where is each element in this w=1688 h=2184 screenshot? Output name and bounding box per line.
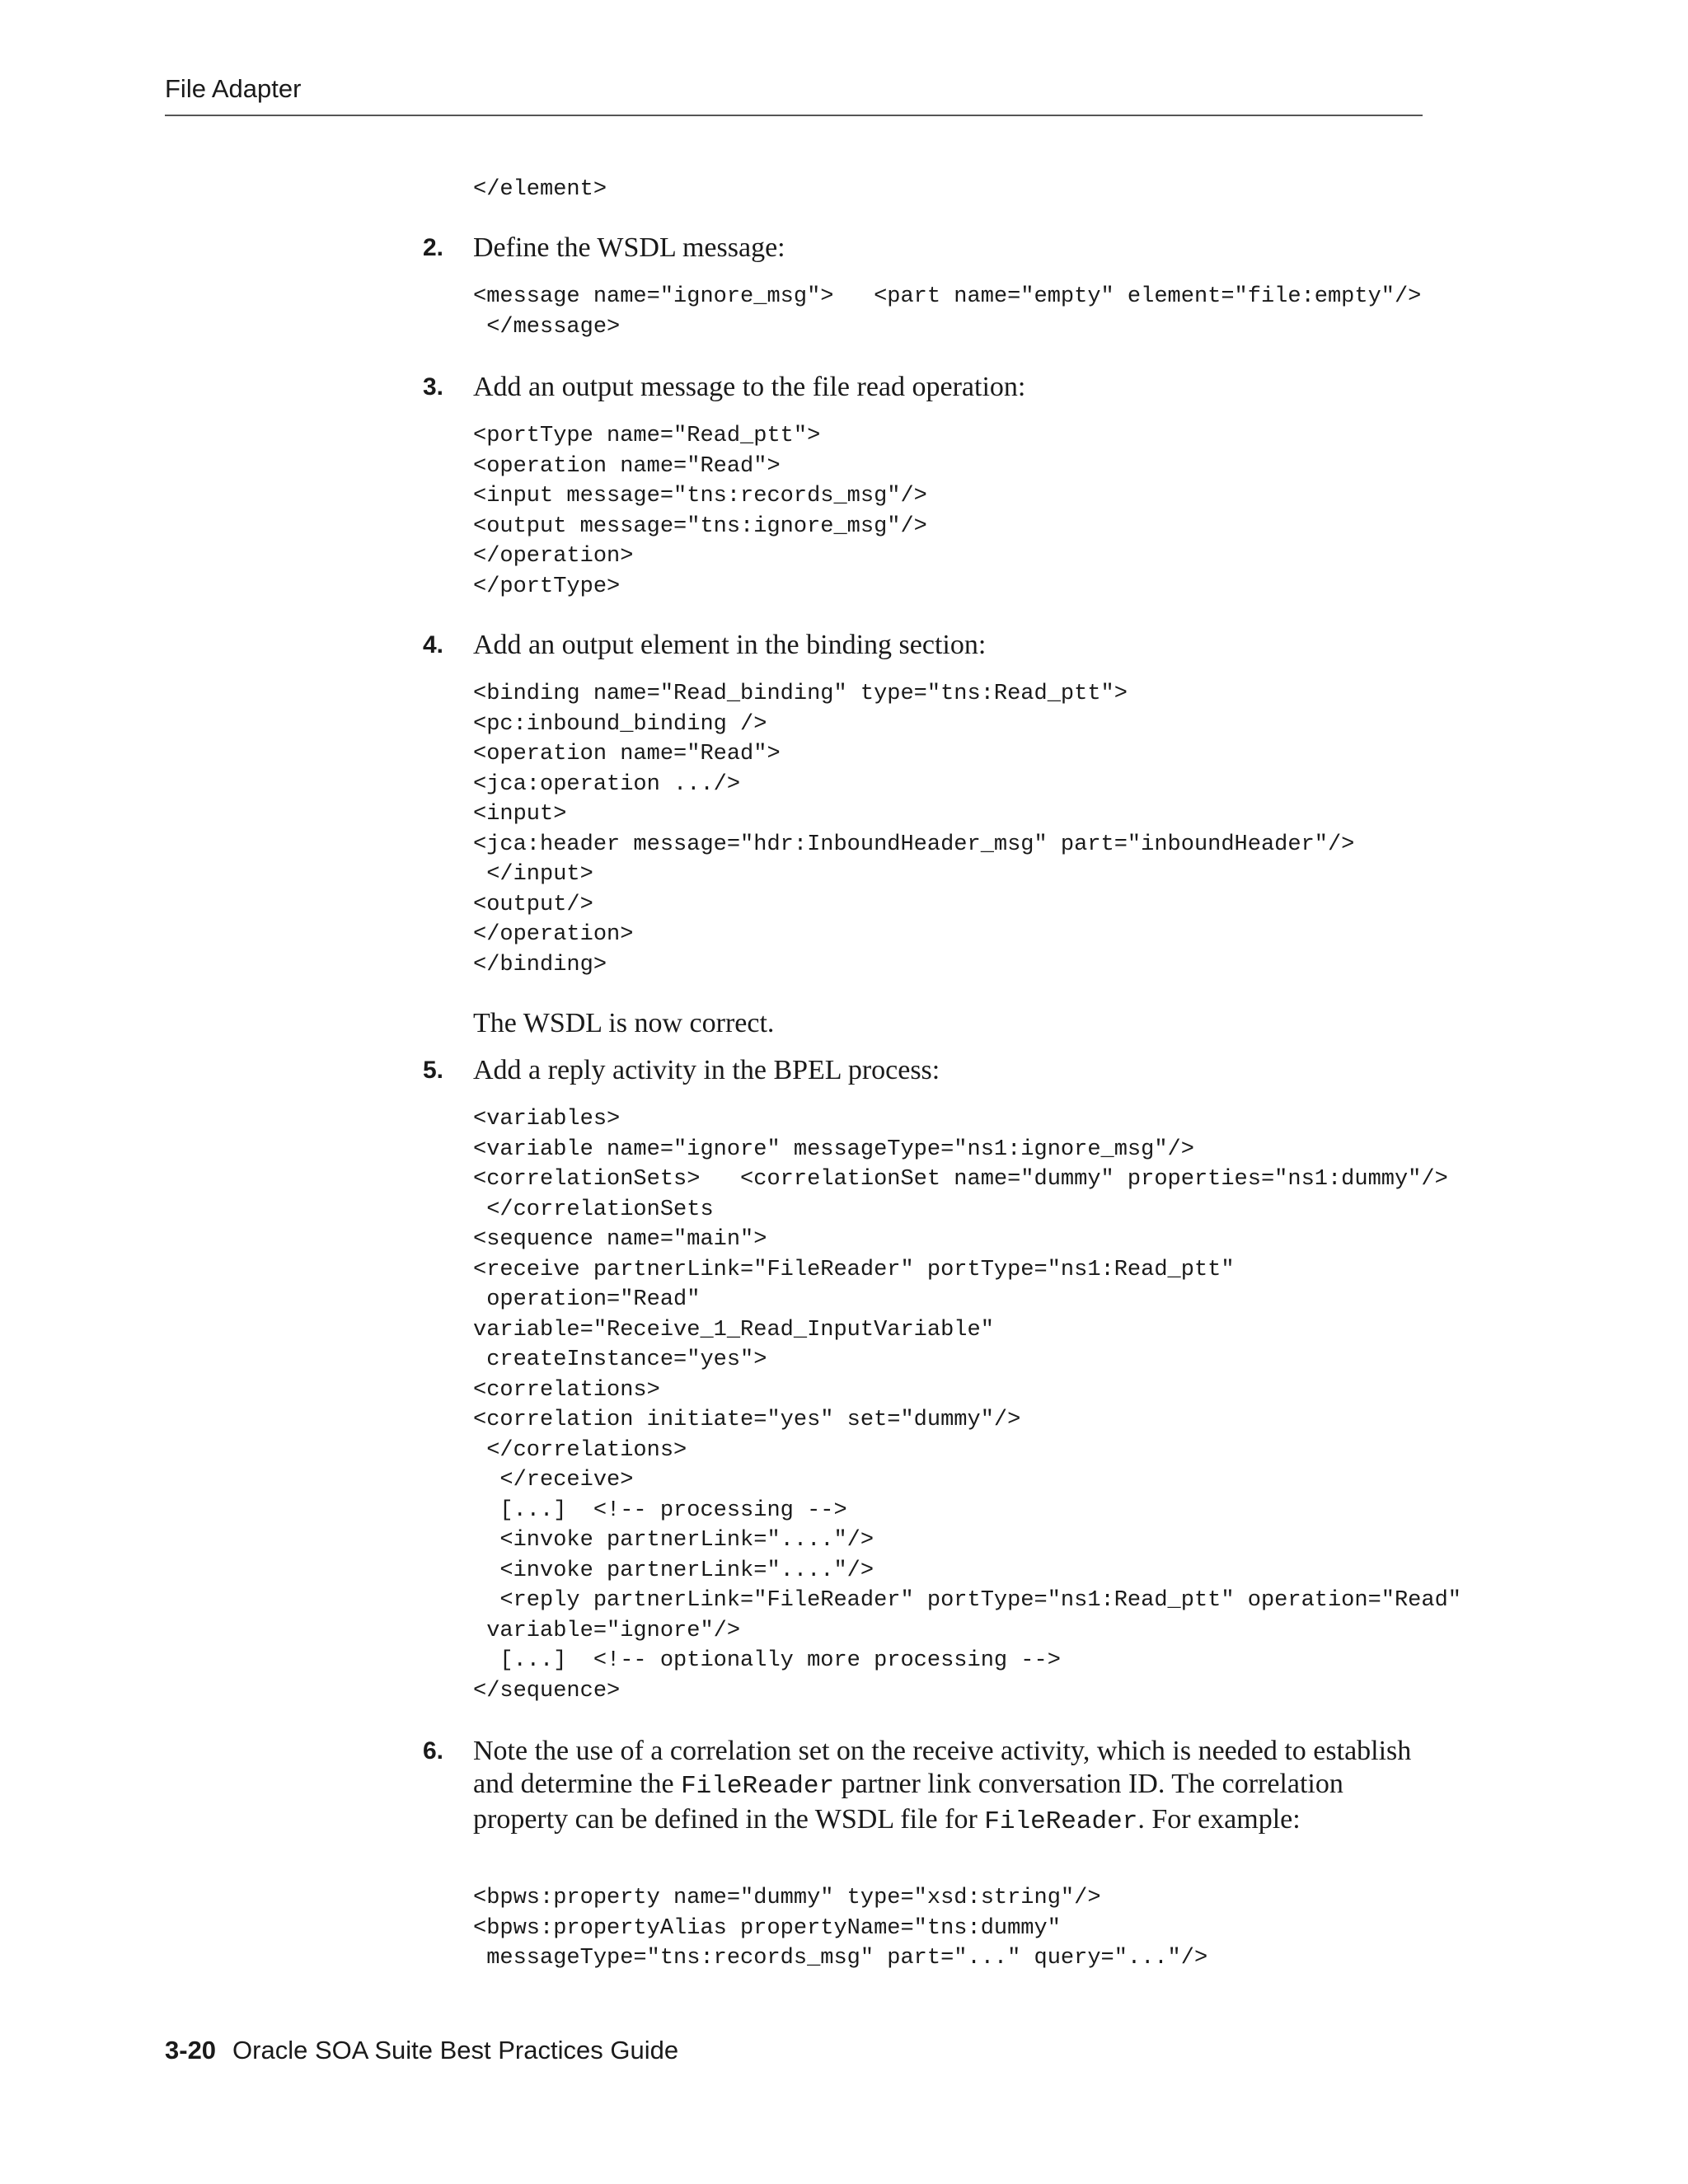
step6-text-part2: partner link conversation ID. The correlation property can be defined in the WSDL file for — [473, 1769, 1343, 1835]
code-block-porttype: <portType name="Read_ptt"> <operation name="Read"> <input message="tns:records_msg"/> <output message="tns:ignore_msg"/> </operation> </portType> — [473, 424, 927, 599]
code-block-element-close: </element> — [473, 177, 607, 202]
step-text-4: Add an output element in the binding section: — [473, 630, 987, 660]
inline-code-filereader-2: FileReader — [984, 1807, 1138, 1836]
page-footer — [165, 2036, 678, 2065]
step-number-4: 4. — [423, 631, 444, 658]
running-header-title: File Adapter — [165, 74, 302, 103]
code-block-bpws-property: <bpws:property name="dummy" type="xsd:string"/> <bpws:propertyAlias propertyName="tns:dummy" messageType="tns:records_msg" part="..." query="..."/> — [473, 1886, 1208, 1971]
step6-text-part1: Note the use of a correlation set on the receive activity, which is needed to establish and determine the — [473, 1736, 1412, 1799]
note-wsdl-correct: The WSDL is now correct. — [473, 1008, 775, 1038]
book-title: Oracle SOA Suite Best Practices Guide — [232, 2036, 679, 2064]
step-text-6 — [473, 1735, 1421, 1839]
code-block-wsdl-message: <message name="ignore_msg"> <part name="empty" element="file:empty"/> </message> — [473, 284, 1422, 340]
step-text-2: Define the WSDL message: — [473, 232, 785, 263]
page-number: 3-20 — [165, 2036, 217, 2064]
step-text-3: Add an output message to the file read operation: — [473, 372, 1026, 402]
code-block-binding: <binding name="Read_binding" type="tns:Read_ptt"> <pc:inbound_binding /> <operation name="Read"> <jca:operation .../> <input> <jca:header message="hdr:InboundHeader_msg" part="inboundHeader"/> </input> <output/> </operation> </binding> — [473, 682, 1355, 977]
step-number-6: 6. — [423, 1737, 444, 1765]
header-divider — [165, 115, 1423, 116]
step-number-3: 3. — [423, 373, 444, 401]
code-block-bpel-process: <variables> <variable name="ignore" messageType="ns1:ignore_msg"/> <correlationSets> <correlationSet name="dummy" properties="ns1:dummy"/> </correlationSets <sequence name="main"> <receive partnerLink="FileReader" portType="ns1:Read_ptt" operation="Read" variable="Receive_1_Read_InputVariable" createInstance="yes"> <correlations> <correlation initiate="yes" set="dummy"/> </correlations> </receive> [...] <!-- processing --> <invoke partnerLink="...."/> <invoke partnerLink="...."/> <reply partnerLink="FileReader" portType="ns1:Read_ptt" operation="Read" variable="ignore"/> [...] <!-- optionally more processing --> </sequence> — [473, 1107, 1461, 1704]
inline-code-filereader: FileReader — [681, 1772, 835, 1801]
step-text-5: Add a reply activity in the BPEL process: — [473, 1055, 940, 1085]
step-number-5: 5. — [423, 1057, 444, 1084]
step-number-2: 2. — [423, 234, 444, 261]
step6-text-part3: . For example: — [1137, 1804, 1301, 1835]
